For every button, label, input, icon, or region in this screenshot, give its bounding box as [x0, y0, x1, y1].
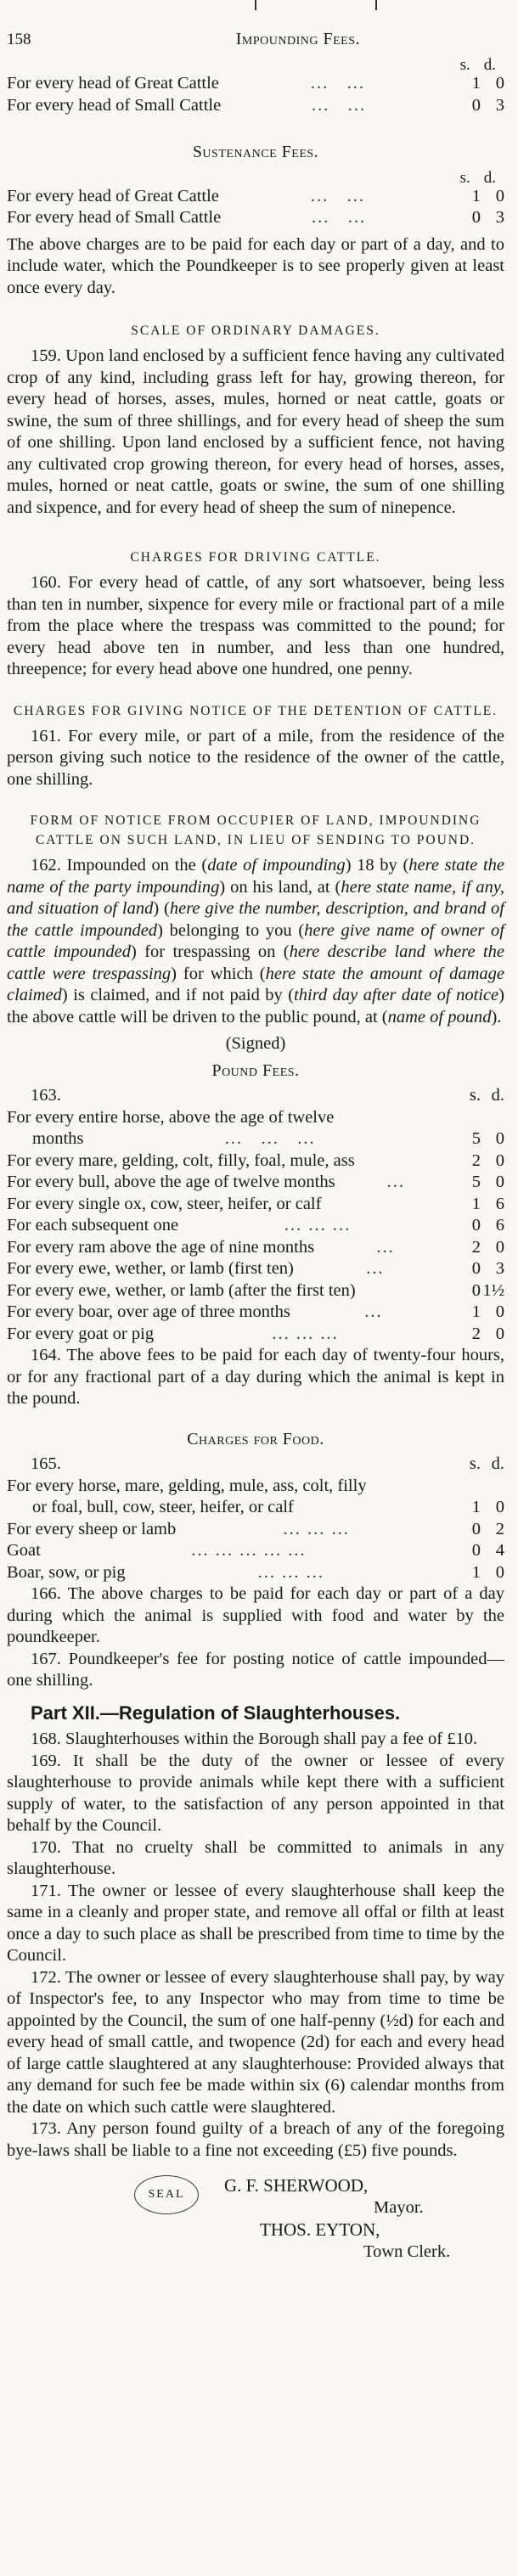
- seal-stamp: SEAL: [134, 2175, 199, 2214]
- page-header: [7, 25, 504, 54]
- fee-row: For every single ox, cow, steer, heifer, or calf 1 6: [7, 1194, 504, 1213]
- fee-row: For every head of Small Cattle ... ... 0 3: [7, 207, 504, 229]
- section-171: 171. The owner or lessee of every slaughterhouse shall keep the same in a cleanly and proper state, and remove all offal or filth at least once a day to such place as shall be prescribed from time to time by the Council.: [7, 1881, 504, 1965]
- fee-row: For every head of Small Cattle ... ... 0 3: [7, 95, 504, 117]
- section-162: 162. Impounded on the (date of impounding) 18 by (here state the name of the party impounding) on his land, at (here state name, if any, and situation of land) (here give the number, description, and brand of the cattle impounded) belonging to you (here give name of owner of cattle impounded) for trespassing on (here describe land where the cattle were trespassing) for which (here state the amount of damage claimed) is claimed, and if not paid by (third day after date of notice) the above cattle will be driven to the public pound, at (name of pound).: [7, 856, 505, 1026]
- section-164: 164. The above fees to be paid for each day of twenty-four hours, or for any fractional part of a day during which the animal is kept in the pound.: [7, 1346, 504, 1408]
- section-168: 168. Slaughterhouses within the Borough shall pay a fee of £10.: [31, 1730, 478, 1748]
- sustenance-note: The above charges are to be paid for each day or part of a day, and to include water, which the Poundkeeper is to see properly given at least once every day.: [7, 234, 504, 297]
- fee-row: For every goat or pig ... ... ... 2 0: [7, 1324, 504, 1343]
- leader-dots: ... ...: [312, 208, 367, 227]
- mayor-title: Mayor.: [374, 2198, 424, 2217]
- detention-heading: CHARGES FOR GIVING NOTICE OF THE DETENTION OF CATTLE.: [13, 703, 498, 718]
- section-165-header: 165. s. d.: [31, 1454, 504, 1473]
- page-title: Impounding Fees.: [235, 30, 360, 49]
- fee-row: For every bull, above the age of twelve months ... 5 0: [7, 1173, 504, 1191]
- fee-row: For every sheep or lamb ... ... ... 0 2: [7, 1519, 504, 1538]
- top-edge-marks: [255, 0, 377, 10]
- leader-dots: ... ...: [310, 74, 365, 93]
- page-number: 158: [7, 31, 31, 49]
- signature-block: [7, 2170, 504, 2281]
- food-heading: Charges for Food.: [187, 1429, 324, 1448]
- section-166: 166. The above charges to be paid for each day or part of a day during which the animal is supplied with food and water by the poundkeeper.: [7, 1584, 504, 1646]
- fee-row: Boar, sow, or pig ... ... ... 1 0: [7, 1562, 504, 1582]
- fee-row: or foal, bull, cow, steer, heifer, or calf 1 0: [32, 1498, 504, 1516]
- impounding-fees: [7, 73, 504, 116]
- sd-header: s. d.: [459, 168, 496, 187]
- signed-label: (Signed): [225, 1034, 286, 1053]
- section-172: 172. The owner or lessee of every slaughterhouse shall pay, by way of Inspector's fee, to any Inspector who may from time to time be appointed by the Council, the sum of one half-penny (½d) for each and every head of small cattle, and twopence (2d) for each and every head of large cattle slaughtered at any slaughterhouse: Provided always that any demand for such fee be made within six (6) calendar months from the date on which such cattle were slaughtered.: [7, 1967, 504, 2117]
- fee-row: For every head of Great Cattle ... ... 1 0: [7, 73, 504, 95]
- damages-heading: SCALE OF ORDINARY DAMAGES.: [131, 323, 380, 338]
- driving-heading: CHARGES FOR DRIVING CATTLE.: [130, 550, 381, 565]
- page-content: [7, 25, 504, 2281]
- food-charges-table: [7, 1476, 504, 1584]
- fee-row: For every head of Great Cattle ... ... 1 0: [7, 186, 504, 208]
- section-160: 160. For every head of cattle, of any sort whatsoever, being less than ten in number, sixpence for every mile or fractional part of a mile from the place where the trespass was committed to the pound; for every head above ten in number, and less than one hundred, threepence; for every head above one hundred, one penny.: [7, 573, 504, 678]
- leader-dots: ... ... ...: [224, 1129, 316, 1148]
- sustenance-fees: [7, 186, 504, 229]
- section-163-header: 163. s. d.: [31, 1086, 504, 1105]
- fee-row: For every horse, mare, gelding, mule, ass, colt, filly: [7, 1476, 367, 1495]
- sustenance-heading: Sustenance Fees.: [192, 143, 319, 161]
- fee-row: For every boar, over age of three months ... 1 0: [7, 1302, 504, 1321]
- town-clerk-title: Town Clerk.: [363, 2242, 451, 2261]
- fee-row: For every ewe, wether, or lamb (first ten) ... 0 3: [7, 1259, 504, 1278]
- fee-row: For each subsequent one ... ... ... 0 6: [7, 1216, 504, 1235]
- section-161: 161. For every mile, or part of a mile, from the residence of the person giving such notice to the residence of the owner of the cattle, one shilling.: [7, 726, 504, 789]
- fee-row: Goat ... ... ... ... ... 0 4: [7, 1541, 504, 1560]
- pound-fees-table: [7, 1107, 504, 1346]
- fee-row: For every entire horse, above the age of twelve: [7, 1107, 335, 1127]
- leader-dots: ... ...: [312, 95, 367, 115]
- sd-header: s. d.: [459, 56, 496, 74]
- fee-row: For every mare, gelding, colt, filly, foal, mule, ass 2 0: [7, 1150, 504, 1170]
- mayor-name: G. F. SHERWOOD,: [224, 2175, 369, 2196]
- section-159: 159. Upon land enclosed by a sufficient fence having any cultivated crop of any kind, including grass left for hay, growing thereon, for every head of horses, asses, mules, horned or neat cattle, goats or swine, the sum of three shillings, and for every head of sheep the sum of one shilling. Upon land enclosed by a sufficient fence, not having any cultivated crop growing thereon, for every head of horses, asses, mules, horned or neat cattle, goats or swine, the sum of one shilling and sixpence, and for every head of sheep the sum of ninepence.: [7, 346, 504, 517]
- section-173: 173. Any person found guilty of a breach of any of the foregoing bye-laws shall be liable to a fine not exceeding (£5) five pounds.: [7, 2119, 504, 2160]
- form-notice-heading: FORM OF NOTICE FROM OCCUPIER OF LAND, IMPOUNDING CATTLE ON SUCH LAND, IN LIEU OF SENDING TO POUND.: [30, 813, 481, 847]
- fee-row: For every ram above the age of nine months ... 2 0: [7, 1237, 504, 1257]
- fee-row: months ... ... ... 5 0: [7, 1128, 504, 1150]
- town-clerk-name: THOS. EYTON,: [260, 2219, 380, 2240]
- fee-row: For every ewe, wether, or lamb (after the first ten) 0 1½: [7, 1280, 504, 1300]
- section-170: 170. That no cruelty shall be committed to animals in any slaughterhouse.: [7, 1837, 504, 1878]
- leader-dots: ... ...: [310, 186, 365, 205]
- section-169: 169. It shall be the duty of the owner or lessee of every slaughterhouse to provide animals while kept there with a sufficient supply of water, to the satisfaction of any person appointed in that behalf by the Council.: [7, 1751, 504, 1835]
- part-12-heading: Part XII.—Regulation of Slaughterhouses.: [31, 1701, 401, 1724]
- pound-fees-heading: Pound Fees.: [211, 1060, 300, 1080]
- section-167: 167. Poundkeeper's fee for posting notice of cattle impounded—one shilling.: [7, 1649, 504, 1690]
